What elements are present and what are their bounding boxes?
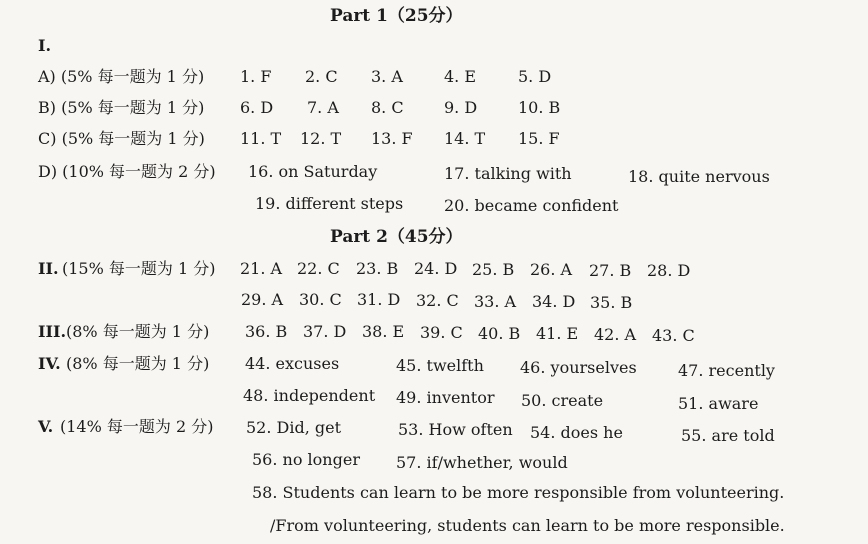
answer-26: 26. A [530, 260, 573, 279]
section-iv-desc: (8% 每一题为 1 分) [66, 354, 210, 373]
row-c-label: C) (5% 每一题为 1 分) [38, 129, 205, 148]
answer-35: 35. B [590, 293, 633, 312]
answer-45: 45. twelfth [396, 356, 484, 375]
answer-28: 28. D [647, 261, 691, 280]
answer-52: 52. Did, get [246, 418, 342, 437]
answer-17: 17. talking with [444, 164, 572, 183]
answer-10: 10. B [518, 98, 561, 117]
section-ii-label: II. [38, 259, 59, 278]
answer-31: 31. D [357, 290, 401, 309]
part2-title: Part 2（45分） [330, 227, 463, 247]
answer-50: 50. create [521, 391, 604, 410]
answer-27: 27. B [589, 261, 632, 280]
row-b-label: B) (5% 每一题为 1 分) [38, 98, 205, 117]
answer-41: 41. E [536, 324, 579, 343]
answer-49: 49. inventor [396, 388, 495, 407]
answer-19: 19. different steps [255, 194, 404, 213]
answer-57: 57. if/whether, would [396, 453, 568, 472]
answer-3: 3. A [371, 67, 403, 86]
answer-33: 33. A [474, 292, 517, 311]
section-iii-desc: (8% 每一题为 1 分) [66, 322, 210, 341]
answer-1: 1. F [240, 67, 272, 86]
answer-9: 9. D [444, 98, 478, 117]
answer-8: 8. C [371, 98, 404, 117]
section-iii-label: III. [38, 322, 67, 341]
answer-58-alternative: /From volunteering, students can learn to be more responsible. [270, 516, 785, 535]
answer-21: 21. A [240, 259, 283, 278]
answer-13: 13. F [371, 129, 413, 148]
answer-42: 42. A [594, 325, 637, 344]
row-a-label: A) (5% 每一题为 1 分) [38, 67, 205, 86]
section-v-label: V. [38, 417, 54, 436]
answer-16: 16. on Saturday [248, 162, 378, 181]
answer-58: 58. Students can learn to be more responsible from volunteering. [252, 483, 785, 502]
answer-40: 40. B [478, 324, 521, 343]
row-d-label: D) (10% 每一题为 2 分) [38, 162, 216, 181]
answer-53: 53. How often [398, 420, 513, 439]
answer-44: 44. excuses [245, 354, 340, 373]
answer-48: 48. independent [243, 386, 376, 405]
answer-51: 51. aware [678, 394, 759, 413]
answer-7: 7. A [307, 98, 339, 117]
answer-34: 34. D [532, 292, 576, 311]
answer-12: 12. T [300, 129, 342, 148]
answer-6: 6. D [240, 98, 274, 117]
part1-title: Part 1（25分） [330, 6, 463, 26]
answer-38: 38. E [362, 322, 405, 341]
section-ii-desc: (15% 每一题为 1 分) [62, 259, 216, 278]
section-i-label: I. [38, 36, 52, 55]
answer-47: 47. recently [678, 361, 775, 380]
answer-2: 2. C [305, 67, 338, 86]
answer-20: 20. became confident [444, 196, 619, 215]
answer-4: 4. E [444, 67, 477, 86]
answer-39: 39. C [420, 323, 463, 342]
answer-24: 24. D [414, 259, 458, 278]
answer-11: 11. T [240, 129, 282, 148]
section-v-desc: (14% 每一题为 2 分) [60, 417, 214, 436]
answer-15: 15. F [518, 129, 560, 148]
answer-18: 18. quite nervous [628, 167, 770, 186]
answer-5: 5. D [518, 67, 552, 86]
answer-14: 14. T [444, 129, 486, 148]
answer-29: 29. A [241, 290, 284, 309]
answer-30: 30. C [299, 290, 342, 309]
answer-36: 36. B [245, 322, 288, 341]
answer-43: 43. C [652, 326, 695, 345]
answer-23: 23. B [356, 259, 399, 278]
answer-56: 56. no longer [252, 450, 360, 469]
answer-37: 37. D [303, 322, 347, 341]
answer-54: 54. does he [530, 423, 623, 442]
answer-22: 22. C [297, 259, 340, 278]
answer-55: 55. are told [681, 426, 775, 445]
answer-32: 32. C [416, 291, 459, 310]
answer-46: 46. yourselves [520, 358, 637, 377]
answer-25: 25. B [472, 260, 515, 279]
section-iv-label: IV. [38, 354, 61, 373]
